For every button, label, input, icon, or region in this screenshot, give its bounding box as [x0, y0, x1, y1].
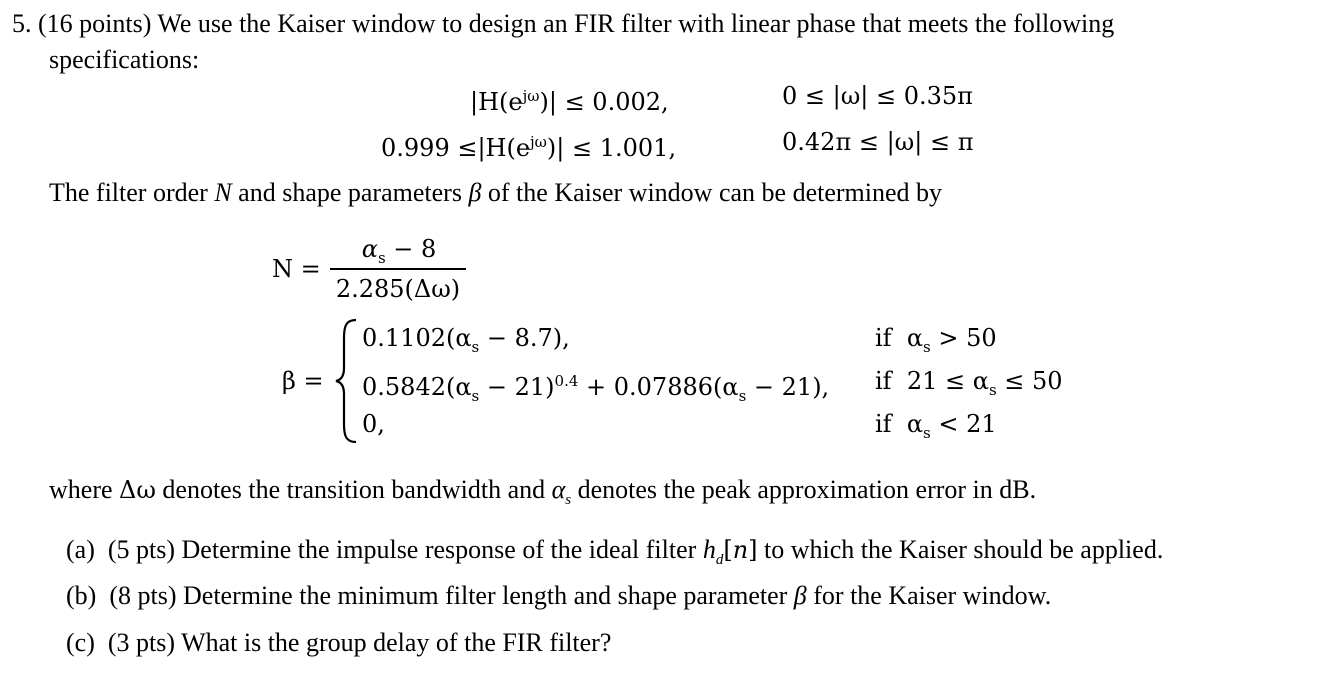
where-line: where Δω denotes the transition bandwidth and $\alpha_s$ denotes the peak approximation error in dB.: [49, 475, 1037, 509]
problem-number: 5.: [12, 9, 32, 38]
beta-cond-3: if $\alpha_s < 21$: [875, 410, 997, 442]
left-brace-icon: [334, 318, 360, 444]
formula-n-denominator: 2.285(Δω): [335, 275, 461, 303]
spec-row-1-lhs: $|H(e^{j\omega})| \le 0.002$,: [470, 87, 669, 116]
problem-points: (16 points): [38, 9, 152, 38]
beta-case-3: 0,: [362, 410, 385, 438]
formula-n-numerator: $\alpha_s - 8$: [361, 235, 437, 267]
problem-heading: [12, 8, 1114, 40]
formula-beta-lhs: β =: [282, 367, 324, 395]
spec-row-1-range: 0 ≤ |ω| ≤ 0.35π: [782, 82, 973, 110]
beta-cond-1: if $\alpha_s > 50$: [875, 324, 997, 356]
problem-intro: We use the Kaiser window to design an FIR filter with linear phase that meets the following: [157, 9, 1115, 38]
beta-case-1: $0.1102(\alpha_s - 8.7)$,: [362, 324, 570, 356]
beta-cond-2: if $21 \le \alpha_s \le 50$: [875, 367, 1063, 399]
part-b: (b) (8 pts) Determine the minimum filter length and shape parameter β for the Kaiser window.: [66, 581, 1052, 610]
determined-by-line: The filter order N and shape parameters β of the Kaiser window can be determined by: [49, 178, 943, 207]
formula-n-fraction-bar: [330, 268, 466, 270]
beta-case-2: $0.5842(\alpha_s - 21)^{0.4} + 0.07886(\alpha_s - 21)$,: [362, 372, 830, 405]
formula-n-lhs: N =: [272, 255, 321, 283]
problem-intro-line2: specifications:: [49, 45, 200, 74]
part-c: (c) (3 pts) What is the group delay of the FIR filter?: [66, 628, 612, 657]
spec-row-2-lhs: $0.999 \le|H(e^{j\omega})| \le 1.001$,: [381, 133, 677, 162]
spec-row-2-range: 0.42π ≤ |ω| ≤ π: [782, 128, 974, 156]
part-a: (a) (5 pts) Determine the impulse response of the ideal filter $h_d[n]$ to which the Kaiser should be applied.: [66, 535, 1164, 569]
